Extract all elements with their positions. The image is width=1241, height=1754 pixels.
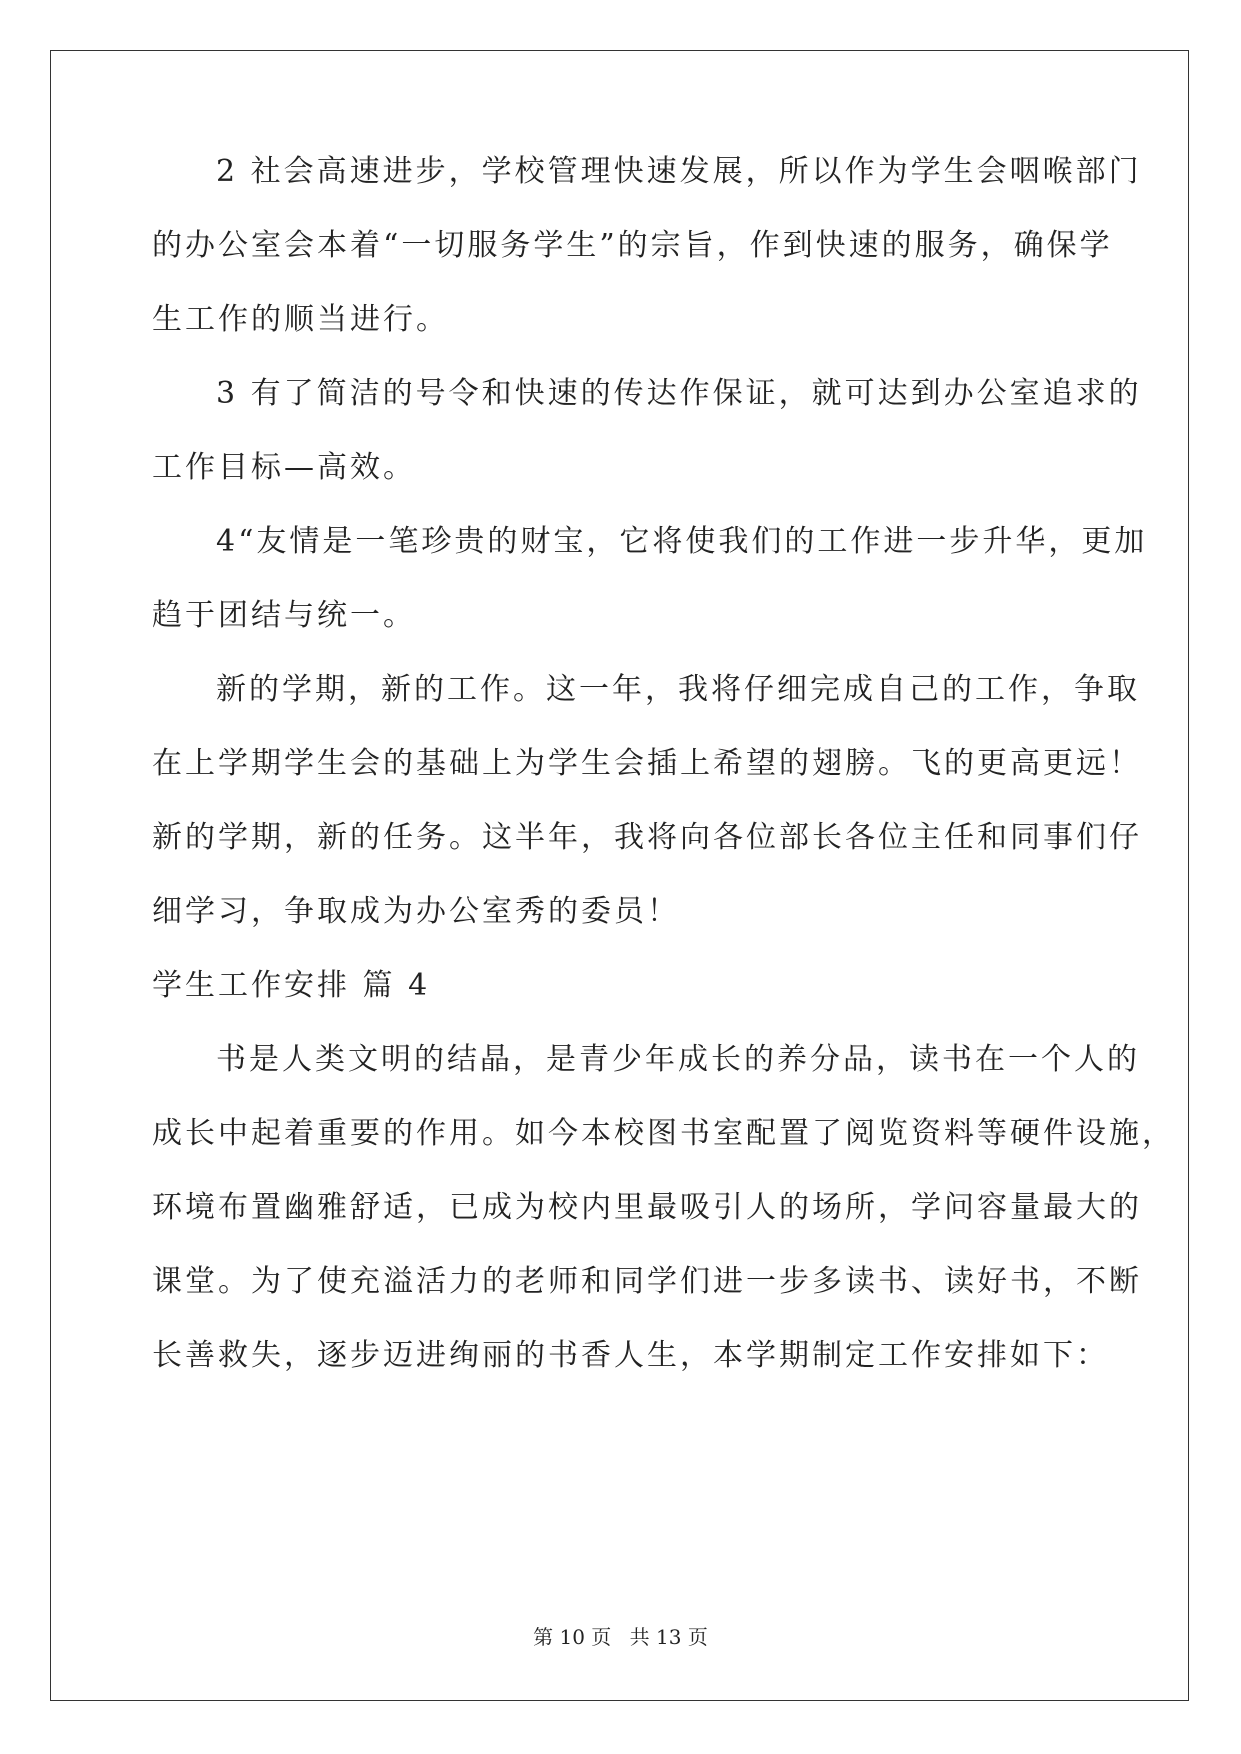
paragraph-line: 成长中起着重要的作用。如今本校图书室配置了阅览资料等硬件设施， (152, 1116, 1175, 1151)
paragraph-line: 课堂。为了使充溢活力的老师和同学们进一步多读书、读好书，不断 (152, 1264, 1142, 1299)
page-border (50, 50, 1189, 1701)
page-number: 第 10 页 (533, 1625, 612, 1649)
page-footer (0, 1621, 1241, 1650)
paragraph-line: 新的学期，新的工作。这一年，我将仔细完成自己的工作，争取 (216, 672, 1140, 707)
paragraph-line: 2 社会高速进步，学校管理快速发展，所以作为学生会咽喉部门 (216, 154, 1142, 189)
paragraph-line: 新的学期，新的任务。这半年，我将向各位部长各位主任和同事们仔 (152, 820, 1142, 855)
page-total: 共 13 页 (629, 1625, 708, 1649)
paragraph-line: 细学习，争取成为办公室秀的委员！ (152, 894, 680, 929)
paragraph-line: 书是人类文明的结晶，是青少年成长的养分品，读书在一个人的 (216, 1042, 1140, 1077)
paragraph-line: 在上学期学生会的基础上为学生会插上希望的翅膀。飞的更高更远！ (152, 746, 1142, 781)
paragraph-line: 工作目标—高效。 (152, 450, 416, 485)
paragraph-line: 生工作的顺当进行。 (152, 302, 449, 337)
paragraph-line: 4“友情是一笔珍贵的财宝，它将使我们的工作进一步升华，更加 (216, 524, 1148, 559)
paragraph-line: 3 有了简洁的号令和快速的传达作保证，就可达到办公室追求的 (216, 376, 1142, 411)
paragraph-line: 的办公室会本着“一切服务学生”的宗旨，作到快速的服务，确保学 (152, 228, 1113, 263)
section-heading: 学生工作安排 篇 4 (152, 968, 431, 1003)
paragraph-line: 长善救失，逐步迈进绚丽的书香人生，本学期制定工作安排如下： (152, 1338, 1109, 1373)
paragraph-line: 环境布置幽雅舒适，已成为校内里最吸引人的场所，学问容量最大的 (152, 1190, 1142, 1225)
paragraph-line: 趋于团结与统一。 (152, 598, 416, 633)
